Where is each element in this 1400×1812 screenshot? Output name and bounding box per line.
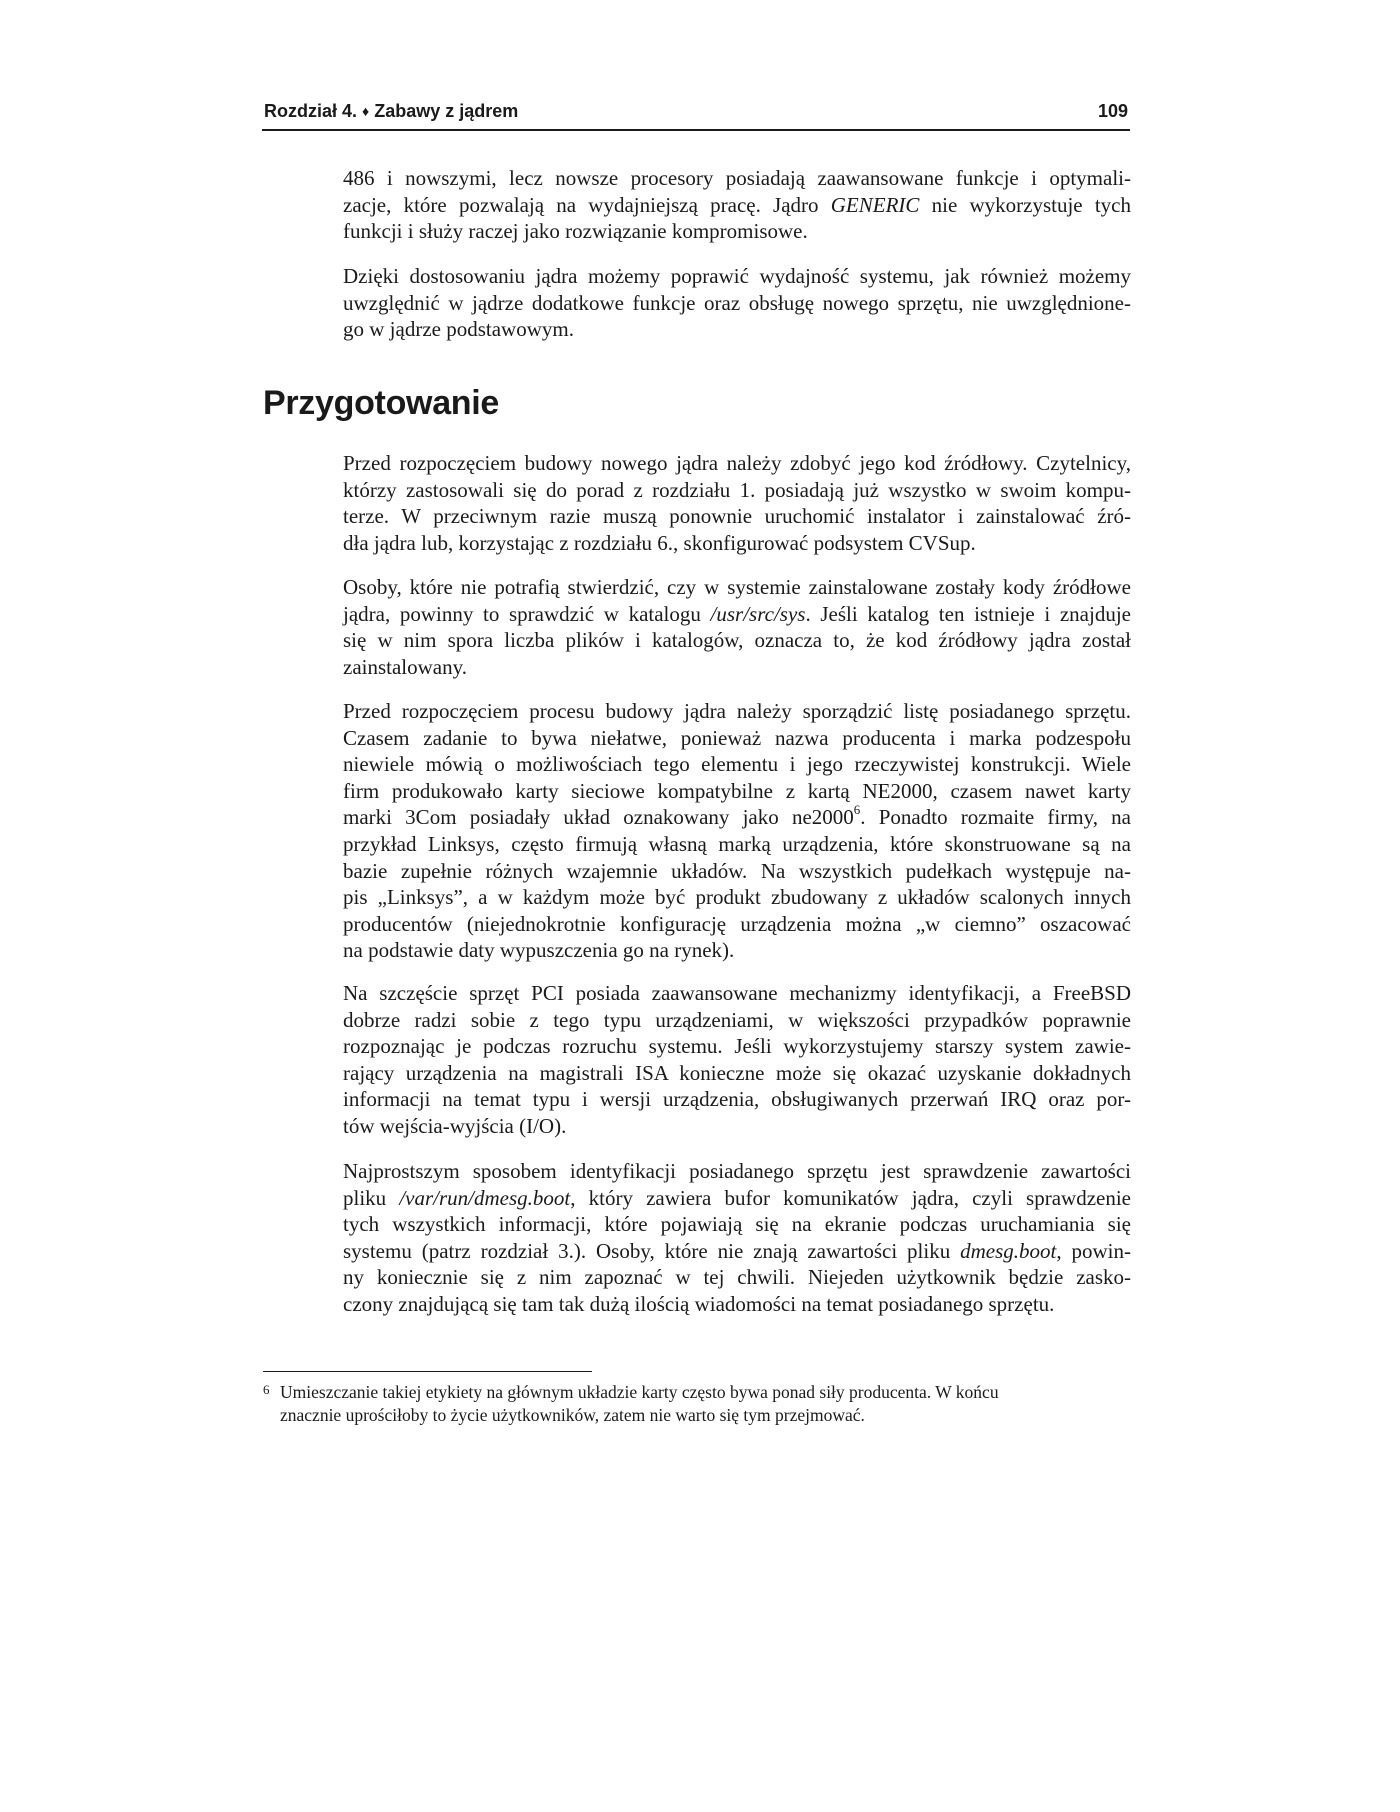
- text-line: tów wejścia-wyjścia (I/O).: [343, 1113, 567, 1138]
- text-line: niewiele mówią o możliwościach tego elementu i jego rzeczywistej konstrukcji. Wiele: [343, 752, 1131, 777]
- text-line: funkcji i służy raczej jako rozwiązanie kompromisowe.: [343, 219, 808, 244]
- italic-path: /usr/src/sys: [710, 601, 806, 626]
- paragraph-intro-processors: [343, 165, 1131, 245]
- footnote-text: [280, 1381, 1133, 1427]
- paragraph-pci-identification: [343, 980, 1131, 1140]
- text-line: marki 3Com posiadały układ oznakowany jako ne2000$^6$. Ponadto rozmaite firmy, na: [343, 802, 1131, 830]
- text-line: tych wszystkich informacji, które pojawiają się na ekranie podczas uruchamiania się: [343, 1212, 1131, 1237]
- text-line: Osoby, które nie potrafią stwierdzić, czy w systemie zainstalowane zostały kody źródłowe: [343, 575, 1131, 599]
- text-line: zainstalowany.: [343, 654, 468, 679]
- text-line: Dzięki dostosowaniu jądra możemy poprawić wydajność systemu, jak również możemy: [343, 264, 1131, 288]
- text-line: Najprostszym sposobem identyfikacji posiadanego sprzętu jest sprawdzenie zawartości: [343, 1159, 1131, 1183]
- text-line: ny koniecznie się z nim zapoznać w tej chwili. Niejeden użytkownik będzie zasko-: [343, 1265, 1131, 1290]
- text-line: informacji na temat typu i wersji urządzenia, obsługiwanych przerwań IRQ oraz por-: [343, 1087, 1131, 1112]
- text-line: producentów (niejednokrotnie konfigurację urządzenia można „w ciemno” oszacować: [343, 911, 1131, 936]
- text-line: Na szczęście sprzęt PCI posiada zaawansowane mechanizmy identyfikacji, a FreeBSD: [343, 981, 1131, 1005]
- italic-path: /var/run/dmesg.boot: [399, 1185, 571, 1210]
- text-line: bazie zupełnie różnych wzajemnie układów. Na wszystkich pudełkach występuje na-: [343, 858, 1131, 883]
- chapter-title: Zabawy z jądrem: [374, 101, 519, 121]
- italic-path: dmesg.boot: [960, 1238, 1057, 1263]
- footnote-reference: 6: [853, 802, 861, 818]
- text-line: rozpoznając je podczas rozruchu systemu. Jeśli wykorzystujemy starszy system zawie-: [343, 1034, 1131, 1059]
- text-line: firm produkowało karty sieciowe kompatybilne z kartą NE2000, czasem nawet karty: [343, 778, 1131, 803]
- footnote-divider: [263, 1371, 592, 1372]
- page-number: 109: [1097, 101, 1128, 121]
- italic-path: GENERIC: [830, 192, 920, 217]
- text-line: 486 i nowszymi, lecz nowsze procesory posiadają zaawansowane funkcje i optymali-: [343, 166, 1131, 190]
- chapter-label: [264, 101, 518, 122]
- section-heading: Przygotowanie: [263, 384, 500, 422]
- text-line: rający urządzenia na magistrali ISA konieczne może się okazać uzyskanie dokładnych: [343, 1060, 1131, 1085]
- chapter-number: Rozdział 4.: [264, 101, 358, 121]
- paragraph-hardware-list: [343, 698, 1131, 964]
- text-line: czony znajdującą się tam tak dużą ilością wiadomości na temat posiadanego sprzętu.: [343, 1291, 1055, 1316]
- diamond-separator-icon: ♦: [362, 103, 370, 119]
- text-line: Przed rozpoczęciem budowy nowego jądra należy zdobyć jego kod źródłowy. Czytelnicy,: [343, 451, 1131, 475]
- text-line: się w nim spora liczba plików i katalogów, oznacza to, że kod źródłowy jądra został: [343, 628, 1131, 653]
- footnote-marker: 6: [263, 1382, 270, 1397]
- text-line: na podstawie daty wypuszczenia go na rynek).: [343, 938, 735, 963]
- text-line: jądra, powinny to sprawdzić w katalogu /usr/src/sys. Jeśli katalog ten istnieje i znajduje: [343, 601, 1131, 626]
- text-line: pliku /var/run/dmesg.boot, który zawiera bufor komunikatów jądra, czyli sprawdzenie: [343, 1185, 1131, 1210]
- paragraph-check-sources: [343, 574, 1131, 680]
- footnote-line: znacznie uprościłoby to życie użytkowników, zatem nie warto się tym przejmować.: [280, 1405, 865, 1425]
- text-line: systemu (patrz rozdział 3.). Osoby, które nie znają zawartości pliku dmesg.boot, powin-: [343, 1238, 1131, 1263]
- running-header: [262, 99, 1130, 131]
- text-line: Przed rozpoczęciem procesu budowy jądra należy sporządzić listę posiadanego sprzętu.: [343, 699, 1131, 723]
- footnote-line: Umieszczanie takiej etykiety na głównym układzie karty często bywa ponad siły producenta. W końcu: [280, 1382, 999, 1402]
- text-line: pis „Linksys”, a w każdym może być produkt zbudowany z układów scalonych innych: [343, 885, 1131, 910]
- text-line: przykład Linksys, często firmują własną marką urządzenia, które skonstruowane są na: [343, 831, 1131, 856]
- text-line: zacje, które pozwalają na wydajniejszą pracę. Jądro GENERIC nie wykorzystuje tych: [343, 192, 1131, 217]
- text-line: dła jądra lub, korzystając z rozdziału 6., skonfigurować podsystem CVSup.: [343, 530, 976, 555]
- text-line: go w jądrze podstawowym.: [343, 317, 574, 342]
- paragraph-dmesg-boot: [343, 1158, 1131, 1318]
- text-line: uwzględnić w jądrze dodatkowe funkcje oraz obsługę nowego sprzętu, nie uwzględnione-: [343, 290, 1131, 315]
- text-line: którzy zastosowali się do porad z rozdziału 1. posiadają już wszystko w swoim kompu-: [343, 477, 1131, 502]
- text-line: terze. W przeciwnym razie muszą ponownie uruchomić instalator i zainstalować źró-: [343, 504, 1131, 529]
- paragraph-kernel-sources: [343, 450, 1131, 556]
- text-line: Czasem zadanie to bywa niełatwe, ponieważ nazwa producenta i marka podzespołu: [343, 725, 1131, 750]
- paragraph-kernel-customization: [343, 263, 1131, 343]
- text-line: dobrze radzi sobie z tego typu urządzeniami, w większości przypadków poprawnie: [343, 1007, 1131, 1032]
